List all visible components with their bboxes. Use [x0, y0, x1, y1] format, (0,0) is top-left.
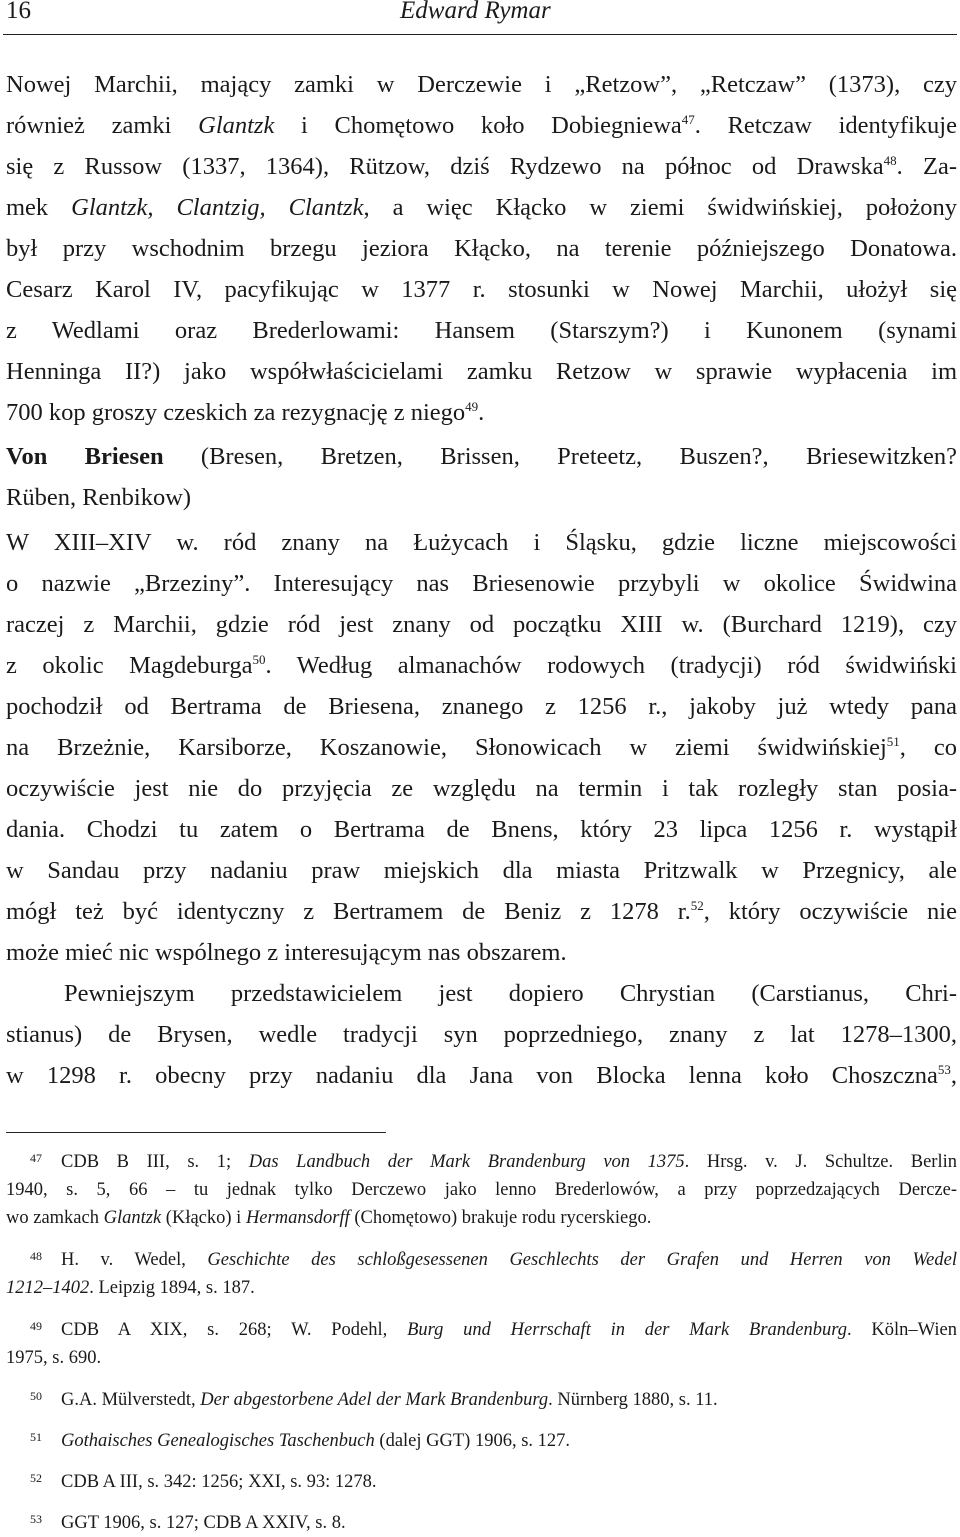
family-name: Von Briesen [6, 443, 164, 470]
text-line: może mieć nic wspólnego z interesującym nas obszarem. [6, 939, 567, 966]
footnote-51: 51 Gothaisches Genealogisches Taschenbuch (dalej GGT) 1906, s. 127. [30, 1430, 571, 1451]
text-line: z okolic Magdeburga$^{50}$. Według almanachów rodowych (tradycji) ród świdwiński [6, 652, 957, 679]
footnote-53: 53 GGT 1906, s. 127; CDB A XXIV, s. 8. [30, 1512, 346, 1533]
footnote-rule [6, 1132, 386, 1133]
text-line: się z Russow (1337, 1364), Rützow, dziś Rydzewo na północ od Drawska$^{48}$. Za- [6, 153, 957, 180]
text-line: na Brzeżnie, Karsiborze, Koszanowie, Słonowicach w ziemi świdwińskiej$^{51}$, co [6, 734, 958, 761]
footnote-ref[interactable]: 53 [937, 1062, 951, 1077]
main-text [6, 64, 957, 1096]
text-line: mek Glantzk, Clantzig, Clantzk, a więc Kłącko w ziemi świdwińskiej, położony [6, 194, 957, 221]
footnote-ref[interactable]: 50 [252, 652, 266, 667]
footnote-52: 52 CDB A III, s. 342: 1256; XXI, s. 93: 1278. [30, 1471, 377, 1492]
text-line: w 1298 r. obecny przy nadaniu dla Jana von Blocka lenna koło Choszczna$^{53}$, [6, 1062, 957, 1089]
text-line: dania. Chodzi tu zatem o Bertrama de Bnens, który 23 lipca 1256 r. wystąpił [6, 816, 957, 843]
footnotes [6, 1148, 957, 1537]
text-line: stianus) de Brysen, wedle tradycji syn poprzedniego, znany z lat 1278–1300, [6, 1021, 957, 1048]
text-line: również zamki Glantzk i Chomętowo koło Dobiegniewa$^{47}$. Retczaw identyfikuje [6, 112, 957, 139]
text-line: 700 kop groszy czeskich za rezygnację z niego$^{49}$. [6, 399, 485, 426]
footnote-ref[interactable]: 52 [690, 898, 704, 913]
footnote-48: 48 H. v. Wedel, Geschichte des schloßgesessenen Geschlechts der Grafen und Herren von Wedel 1212–1402. Leipzig 1894, s. 187. [6, 1249, 957, 1298]
text-line: oczywiście jest nie do przyjęcia ze względu na termin i tak rozległy stan posia- [6, 775, 957, 802]
footnote-ref[interactable]: 51 [886, 734, 900, 749]
text-line: Henninga II?) jako współwłaścicielami zamku Retzow w sprawie wypłacenia im [6, 358, 957, 385]
running-title: Edward Rymar [400, 0, 551, 24]
entry-heading: Von Briesen (Bresen, Bretzen, Brissen, Preteetz, Buszen?, Briesewitzken? [6, 443, 957, 470]
footnote-49: 49 CDB A XIX, s. 268; W. Podehl, Burg und Herrschaft in der Mark Brandenburg. Köln–Wien 1975, s. 690. [6, 1319, 958, 1368]
text-line: W XIII–XIV w. ród znany na Łużycach i Śląsku, gdzie liczne miejscowości [6, 529, 957, 556]
footnote-ref[interactable]: 47 [681, 112, 695, 127]
text-line: z Wedlami oraz Brederlowami: Hansem (Starszym?) i Kunonem (synami [6, 317, 957, 344]
page-header [0, 0, 960, 34]
footnote-ref[interactable]: 49 [465, 399, 479, 414]
footnote-50: 50 G.A. Mülverstedt, Der abgestorbene Adel der Mark Brandenburg. Nürnberg 1880, s. 11. [30, 1389, 718, 1410]
text-line: Cesarz Karol IV, pacyfikując w 1377 r. stosunki w Nowej Marchii, ułożył się [6, 276, 957, 303]
text-line: Nowej Marchii, mający zamki w Derczewie i „Retzow”, „Retczaw” (1373), czy [6, 71, 957, 98]
entry-heading-cont: Rüben, Renbikow) [6, 484, 192, 511]
text-line: raczej z Marchii, gdzie ród jest znany od początku XIII w. (Burchard 1219), czy [6, 611, 957, 638]
text-line: w Sandau przy nadaniu praw miejskich dla miasta Pritzwalk w Przegnicy, ale [6, 857, 957, 884]
text-line: był przy wschodnim brzegu jeziora Kłącko, na terenie późniejszego Donatowa. [6, 235, 957, 262]
text-line: o nazwie „Brzeziny”. Interesujący nas Briesenowie przybyli w okolice Świdwina [6, 570, 957, 597]
page-number: 16 [6, 0, 31, 24]
footnote-47: 47 CDB B III, s. 1; Das Landbuch der Mark Brandenburg von 1375. Hrsg. v. J. Schultze. Berlin 1940, s. 5, 66 – tu jednak tylko Derczewo jako lenno Brederlowów, a przy poprzedzających Dercze- wo zamkach Glantzk (Kłącko) i Hermansdorff (Chomętowo) brakuje rodu rycerskiego. [6, 1151, 957, 1228]
text-line: mógł też być identyczny z Bertramem de Beniz z 1278 r.$^{52}$, który oczywiście nie [6, 898, 957, 925]
text-line: Pewniejszym przedstawicielem jest dopiero Chrystian (Carstianus, Chri- [64, 980, 957, 1007]
footnote-ref[interactable]: 48 [883, 153, 897, 168]
header-rule [3, 34, 957, 35]
text-line: pochodził od Bertrama de Briesena, znanego z 1256 r., jakoby już wtedy pana [6, 693, 957, 720]
